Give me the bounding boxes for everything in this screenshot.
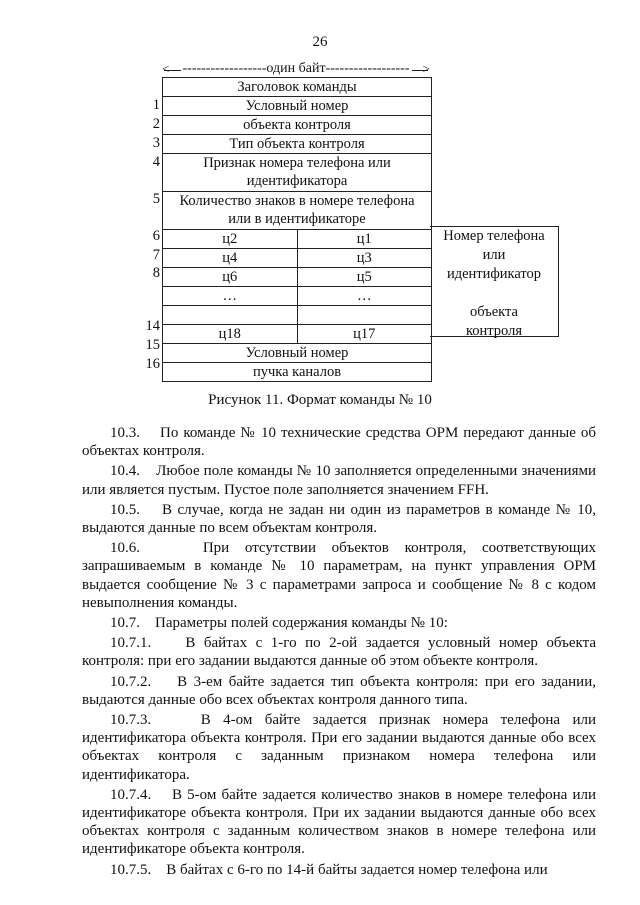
paragraph: 10.5. В случае, когда не задан ни один из параметров в команде № 10, выдаются данные по всем объектам контроля. xyxy=(82,501,596,537)
table-row: Тип объекта контроля xyxy=(163,135,431,154)
paragraph: 10.7.2. В 3-ем байте задается тип объекта контроля: при его задании, выдаются данные обо всех объектах контроля данного типа. xyxy=(82,673,596,708)
row-number: 14 xyxy=(145,318,160,334)
digit-cell: ц2 xyxy=(163,230,298,248)
row-number: 16 xyxy=(145,356,160,372)
digit-cell: ц6 xyxy=(163,268,298,286)
table-row: объекта контроля xyxy=(163,116,431,135)
paragraph: 10.3. По команде № 10 технические средства ОРМ передают данные об объектах контроля. xyxy=(82,425,596,460)
digit-cell: ц3 xyxy=(356,250,372,266)
row-number: 6 xyxy=(152,228,160,244)
digit-cell: ц1 xyxy=(356,231,372,247)
table-row: Условный номер xyxy=(163,97,431,116)
side-label-line: идентификатор xyxy=(446,266,542,282)
row-number: 5 xyxy=(152,191,160,207)
digit-cell: ц4 xyxy=(163,249,298,267)
table-row xyxy=(163,249,431,268)
row-number: 15 xyxy=(145,337,160,353)
table-row-text: Количество знаков в номере телефона или в идентификаторе xyxy=(179,193,415,227)
table-header-row: Заголовок команды xyxy=(163,78,431,97)
side-label-line xyxy=(430,284,558,303)
paragraph: 10.7.3. В 4-ом байте задается признак номера телефона или идентификатора объекта контроля. При его задании выдаются данные обо всех объектах контроля с заданным признаком номера телефона или идентификатора. xyxy=(82,712,596,783)
row-number: 3 xyxy=(152,135,160,151)
side-label-line: контроля xyxy=(465,323,523,339)
table-row xyxy=(163,325,431,344)
paragraph: 10.4. Любое поле команды № 10 заполняется определенными значениями или является пустым. Пустое поле заполняется значением FFH. xyxy=(82,463,596,498)
table-row xyxy=(163,230,431,249)
digit-cell: … xyxy=(163,287,298,305)
table-row xyxy=(163,287,431,306)
side-label-line: или xyxy=(482,247,506,263)
byte-width-label: ------------------один байт------------------ xyxy=(182,61,410,76)
table-row xyxy=(163,154,431,192)
side-label-line: объекта xyxy=(469,304,518,320)
right-arrow-icon: > xyxy=(422,61,430,76)
table-row: пучка каналов xyxy=(252,364,342,380)
digit-cell: … xyxy=(357,288,372,304)
figure-caption: Рисунок 11. Формат команды № 10 xyxy=(208,392,432,408)
paragraph: 10.7. Параметры полей содержания команды № 10: xyxy=(110,615,448,632)
byte-width-indicator xyxy=(162,62,430,76)
paragraph: 10.7.5. В байтах с 6-го по 14-й байты задается номер телефона или xyxy=(110,861,548,878)
digit-cell xyxy=(298,306,432,324)
table-row: Условный номер xyxy=(163,344,431,363)
side-label-line: Номер телефона xyxy=(443,228,545,244)
body-text xyxy=(82,424,596,881)
page-number: 26 xyxy=(312,34,328,50)
phone-identifier-label-box xyxy=(430,226,559,337)
paragraph: 10.7.1. В байтах с 1-го по 2-ой задается условный номер объекта контроля: при его задании выдаются данные об этом объекте контроля. xyxy=(82,635,596,670)
paragraph: 10.7.4. В 5-ом байте задается количество знаков в номере телефона или идентификаторе объекта контроля. При их задании выдаются данные обо всех объектах контроля с заданным количеством знаков в номере телефона или идентификаторе объекта контроля. xyxy=(82,786,596,858)
row-number: 1 xyxy=(152,97,160,113)
digit-cell: ц17 xyxy=(353,326,376,342)
digit-cell xyxy=(163,306,298,324)
row-number: 7 xyxy=(152,247,160,263)
row-number: 4 xyxy=(152,154,160,170)
left-arrow-icon: < xyxy=(162,61,170,76)
command-format-table xyxy=(162,77,432,382)
table-row xyxy=(163,306,431,325)
row-number: 2 xyxy=(152,116,160,132)
table-row xyxy=(163,192,431,230)
table-row xyxy=(163,268,431,287)
row-number: 8 xyxy=(152,265,160,281)
table-row-text: Признак номера телефона или идентификатора xyxy=(203,155,391,189)
paragraph: 10.6. При отсутствии объектов контроля, соответствующих запрашиваемым в команде № 10 параметрам, на пункт управления ОРМ выдается сообщение № 3 с параметрами запроса и сообщение № 8 с кодом невыполнения команды. xyxy=(82,540,596,611)
digit-cell: ц5 xyxy=(356,269,372,285)
digit-cell: ц18 xyxy=(163,325,298,343)
